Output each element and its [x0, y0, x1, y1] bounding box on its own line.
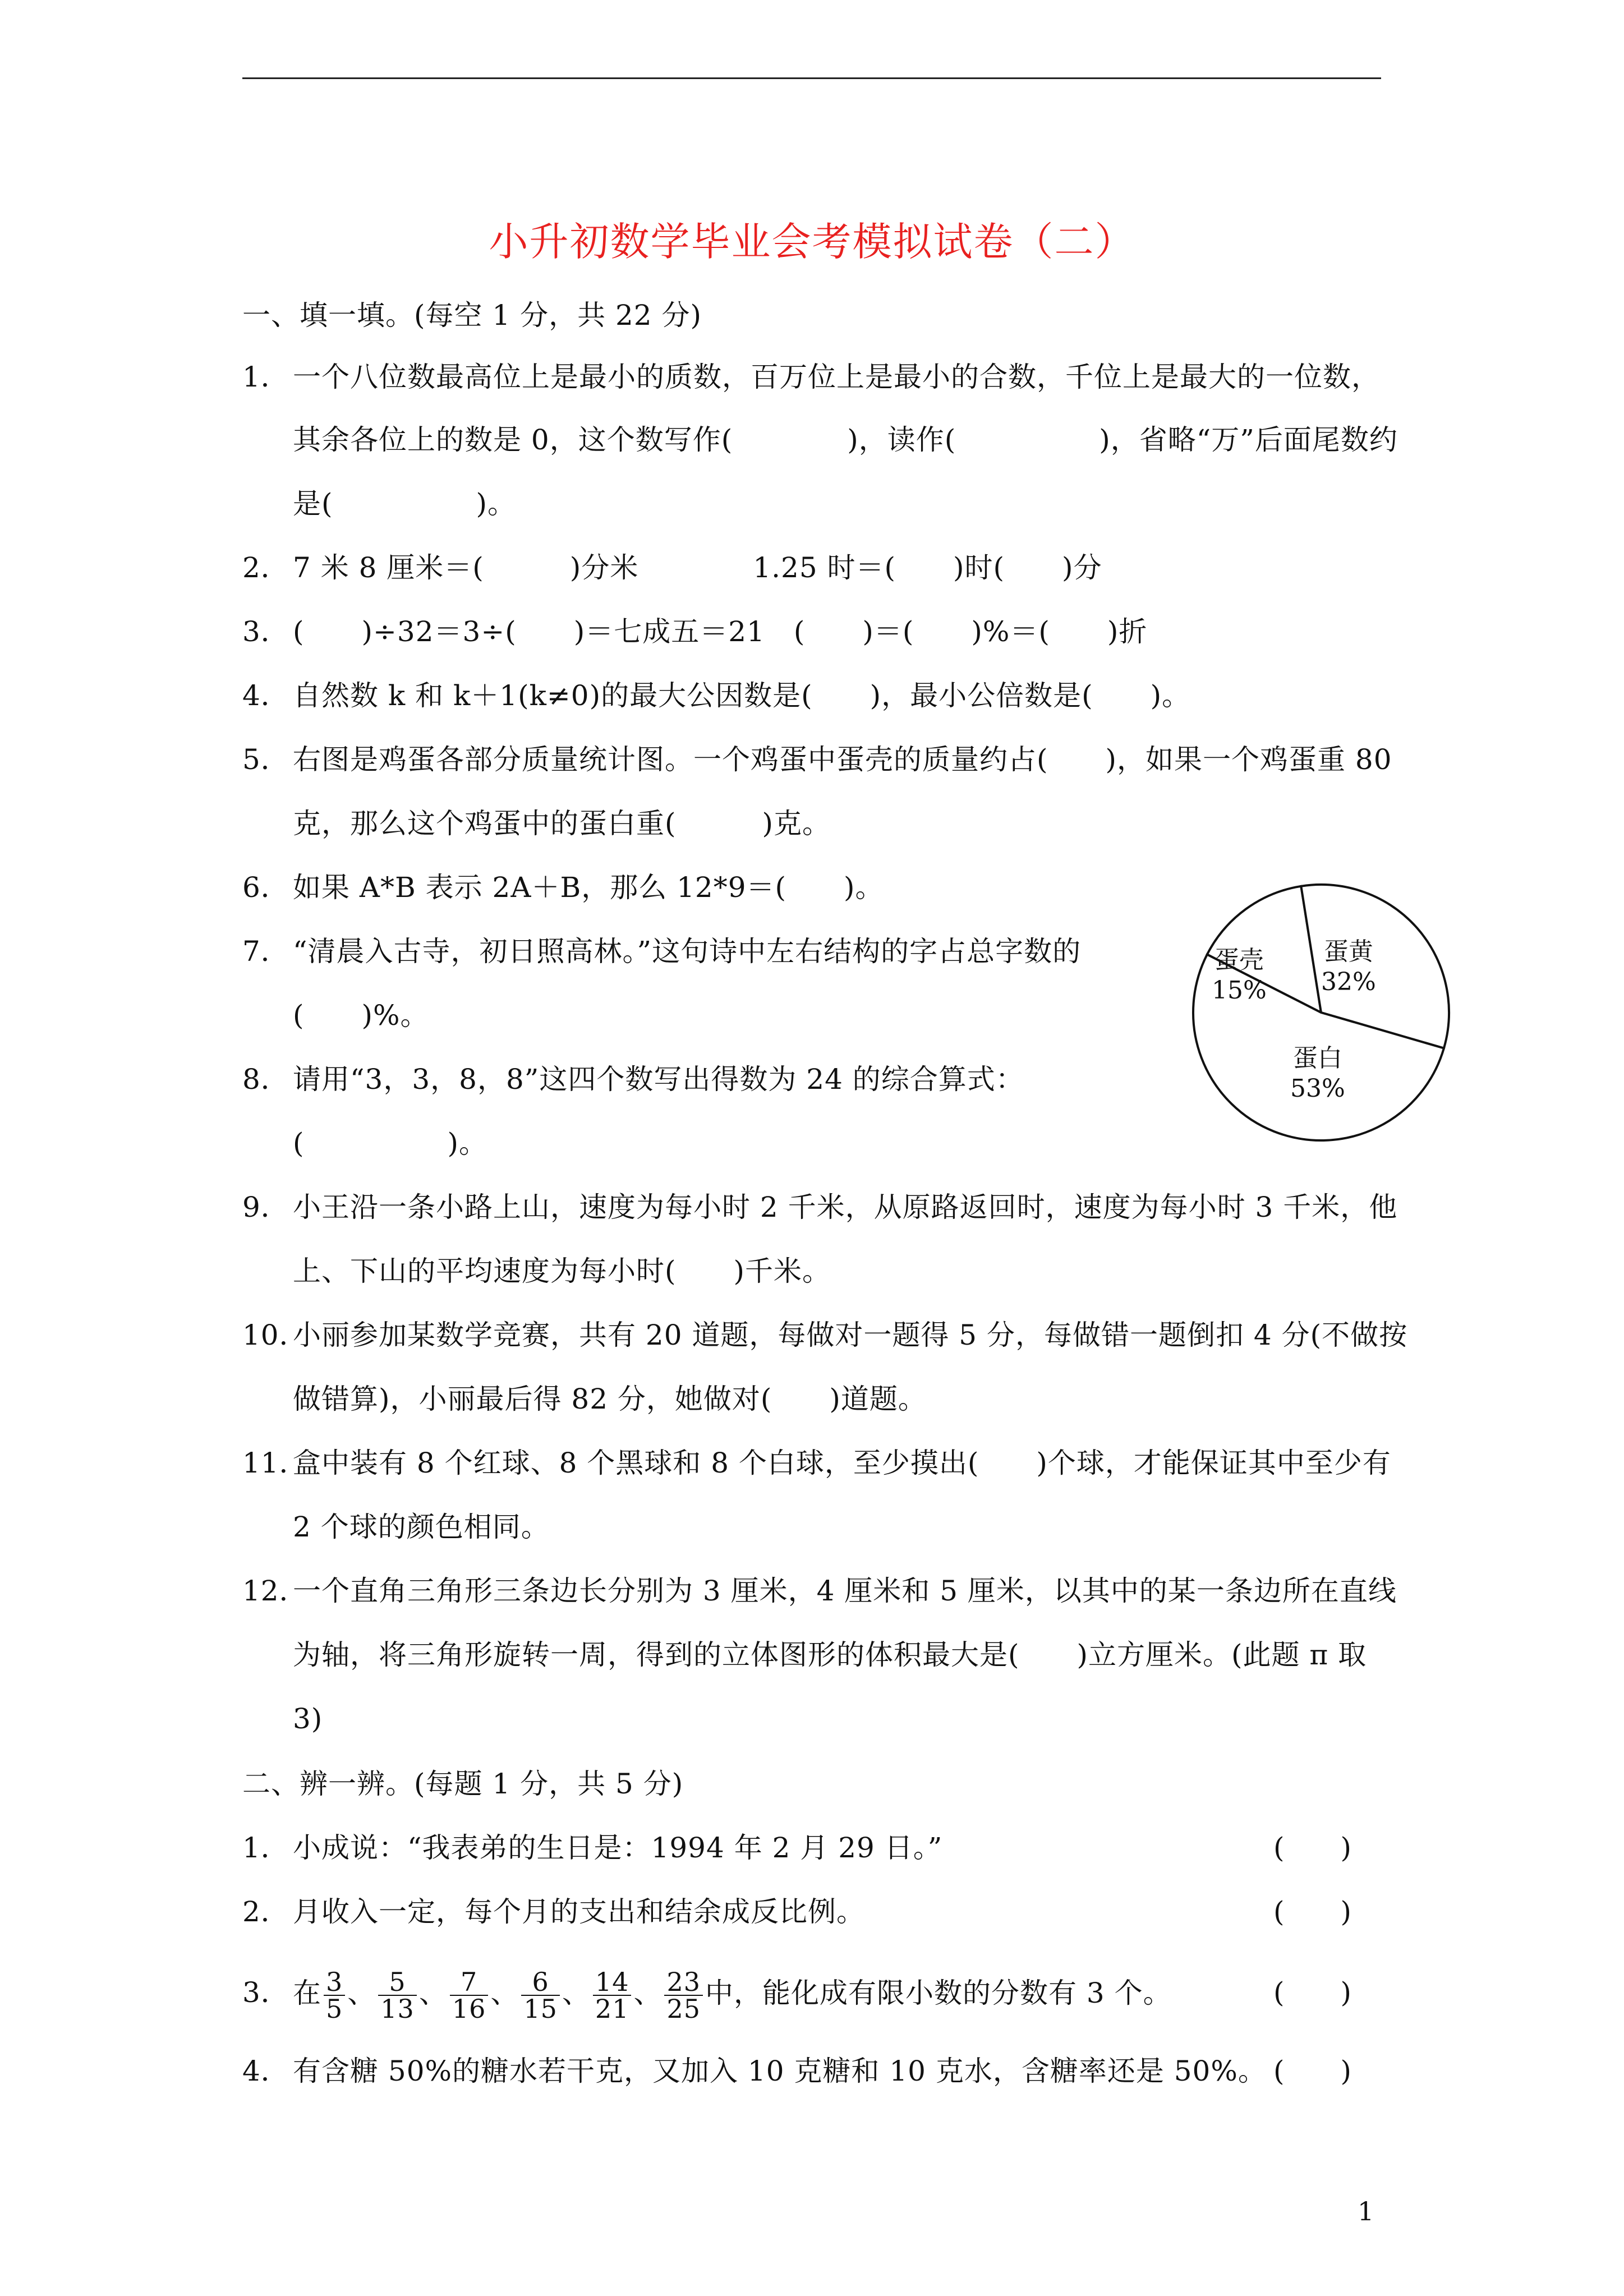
q3-number: 3． — [242, 615, 289, 648]
q7-line2: ( )%。 — [293, 999, 429, 1032]
s2-q4-text: 有含糖 50%的糖水若干克，又加入 10 克糖和 10 克水，含糖率还是 50%。 — [293, 2055, 1267, 2087]
page-number: 1 — [1358, 2196, 1374, 2226]
fraction: $\frac{3}{5}$ — [324, 1969, 345, 2022]
page-title: 小升初数学毕业会考模拟试卷（二） — [489, 219, 1135, 265]
q1-number: 1． — [242, 361, 289, 393]
q6-text: 如果 A*B 表示 2A＋B，那么 12*9＝( )。 — [293, 871, 884, 904]
q5-line2: 克，那么这个鸡蛋中的蛋白重( )克。 — [293, 807, 831, 840]
egg-pie-chart — [1189, 881, 1453, 1144]
q2-number: 2． — [242, 551, 289, 584]
q12-line3: 3) — [293, 1703, 323, 1735]
pie-label-shell: 蛋壳 15% — [1212, 946, 1267, 1005]
pie-svg — [1189, 881, 1453, 1144]
q1-line1: 一个八位数最高位上是最小的质数，百万位上是最小的合数，千位上是最大的一位数， — [293, 361, 1380, 393]
q7-line1: “清晨入古寺，初日照高林。”这句诗中左右结构的字占总字数的 — [293, 935, 1082, 968]
s2-q4-answer-paren[interactable]: ( ) — [1273, 2055, 1352, 2087]
q11-line2: 2 个球的颜色相同。 — [293, 1511, 550, 1543]
q7-number: 7． — [242, 935, 289, 968]
s2-q2-text: 月收入一定，每个月的支出和结余成反比例。 — [293, 1895, 865, 1928]
section1-heading: 一、填一填。(每空 1 分，共 22 分) — [242, 299, 702, 332]
pie-label-white: 蛋白 53% — [1290, 1044, 1345, 1103]
fraction: $\frac{5}{13}$ — [378, 1969, 417, 2022]
q11-number: 11． — [242, 1447, 308, 1479]
s2-q3-text: 在 $\frac{3}{5}$ 、 $\frac{5}{13}$ 、 $\frac{7}{16}$ 、 $\frac{6}{15}$ 、 $\frac{14}{21}$ 、 $\frac{23}{25}$ 中，能化成有限小数的分数有 3 个。 — [293, 1967, 1172, 2024]
fraction: $\frac{14}{21}$ — [593, 1969, 632, 2022]
q6-number: 6． — [242, 871, 289, 904]
q10-line2: 做错算)，小丽最后得 82 分，她做对( )道题。 — [293, 1383, 927, 1415]
q1-line3: 是( )。 — [293, 487, 517, 520]
s2-q3-prefix: 在 — [293, 1977, 321, 2009]
q4-text: 自然数 k 和 k＋1(k≠0)的最大公因数是( )，最小公倍数是( )。 — [293, 679, 1191, 712]
s2-q3-answer-paren[interactable]: ( ) — [1273, 1976, 1352, 2009]
s2-q2-number: 2． — [242, 1895, 289, 1928]
s2-q1-number: 1． — [242, 1832, 289, 1864]
q9-line2: 上、下山的平均速度为每小时( )千米。 — [293, 1255, 831, 1287]
s2-q2-answer-paren[interactable]: ( ) — [1273, 1895, 1352, 1928]
q5-number: 5． — [242, 743, 289, 776]
s2-q1-text: 小成说：“我表弟的生日是：1994 年 2 月 29 日。” — [293, 1832, 943, 1864]
q12-line1: 一个直角三角形三条边长分别为 3 厘米，4 厘米和 5 厘米，以其中的某一条边所在直线 — [293, 1575, 1397, 1607]
q4-number: 4． — [242, 679, 289, 712]
s2-q1-answer-paren[interactable]: ( ) — [1273, 1832, 1352, 1864]
s2-q3-number: 3． — [242, 1976, 289, 2009]
q10-line1: 小丽参加某数学竞赛，共有 20 道题，每做对一题得 5 分，每做错一题倒扣 4 分(不做按 — [293, 1319, 1408, 1351]
s2-q3-suffix: 中，能化成有限小数的分数有 3 个。 — [705, 1977, 1172, 2009]
q8-line2: ( )。 — [293, 1127, 488, 1159]
q10-number: 10． — [242, 1319, 308, 1351]
q12-line2: 为轴，将三角形旋转一周，得到的立体图形的体积最大是( )立方厘米。(此题 π 取 — [293, 1639, 1367, 1671]
q1-line2: 其余各位上的数是 0，这个数写作( )，读作( )，省略“万”后面尾数约 — [293, 424, 1398, 456]
q12-number: 12． — [242, 1575, 308, 1607]
section2-heading: 二、辨一辨。(每题 1 分，共 5 分) — [242, 1768, 684, 1800]
q8-line1: 请用“3，3，8，8”这四个数写出得数为 24 的综合算式： — [293, 1063, 1024, 1096]
q9-line1: 小王沿一条小路上山，速度为每小时 2 千米，从原路返回时，速度为每小时 3 千米，他 — [293, 1191, 1398, 1223]
q3-text: ( )÷32＝3÷( )＝七成五＝21 ( )＝( )%＝( )折 — [293, 615, 1148, 648]
q9-number: 9． — [242, 1191, 289, 1223]
q2-text: 7 米 8 厘米＝( )分米 1.25 时＝( )时( )分 — [293, 551, 1102, 584]
q8-number: 8． — [242, 1063, 289, 1096]
fraction: $\frac{6}{15}$ — [521, 1969, 560, 2022]
fraction: $\frac{7}{16}$ — [450, 1969, 489, 2022]
q11-line1: 盒中装有 8 个红球、8 个黑球和 8 个白球，至少摸出( )个球，才能保证其中至少有 — [293, 1447, 1391, 1479]
q5-line1: 右图是鸡蛋各部分质量统计图。一个鸡蛋中蛋壳的质量约占( )，如果一个鸡蛋重 80 — [293, 743, 1392, 776]
s2-q4-number: 4． — [242, 2055, 289, 2087]
fraction: $\frac{23}{25}$ — [664, 1969, 703, 2022]
top-rule — [242, 77, 1381, 79]
pie-label-yolk: 蛋黄 32% — [1321, 937, 1376, 996]
